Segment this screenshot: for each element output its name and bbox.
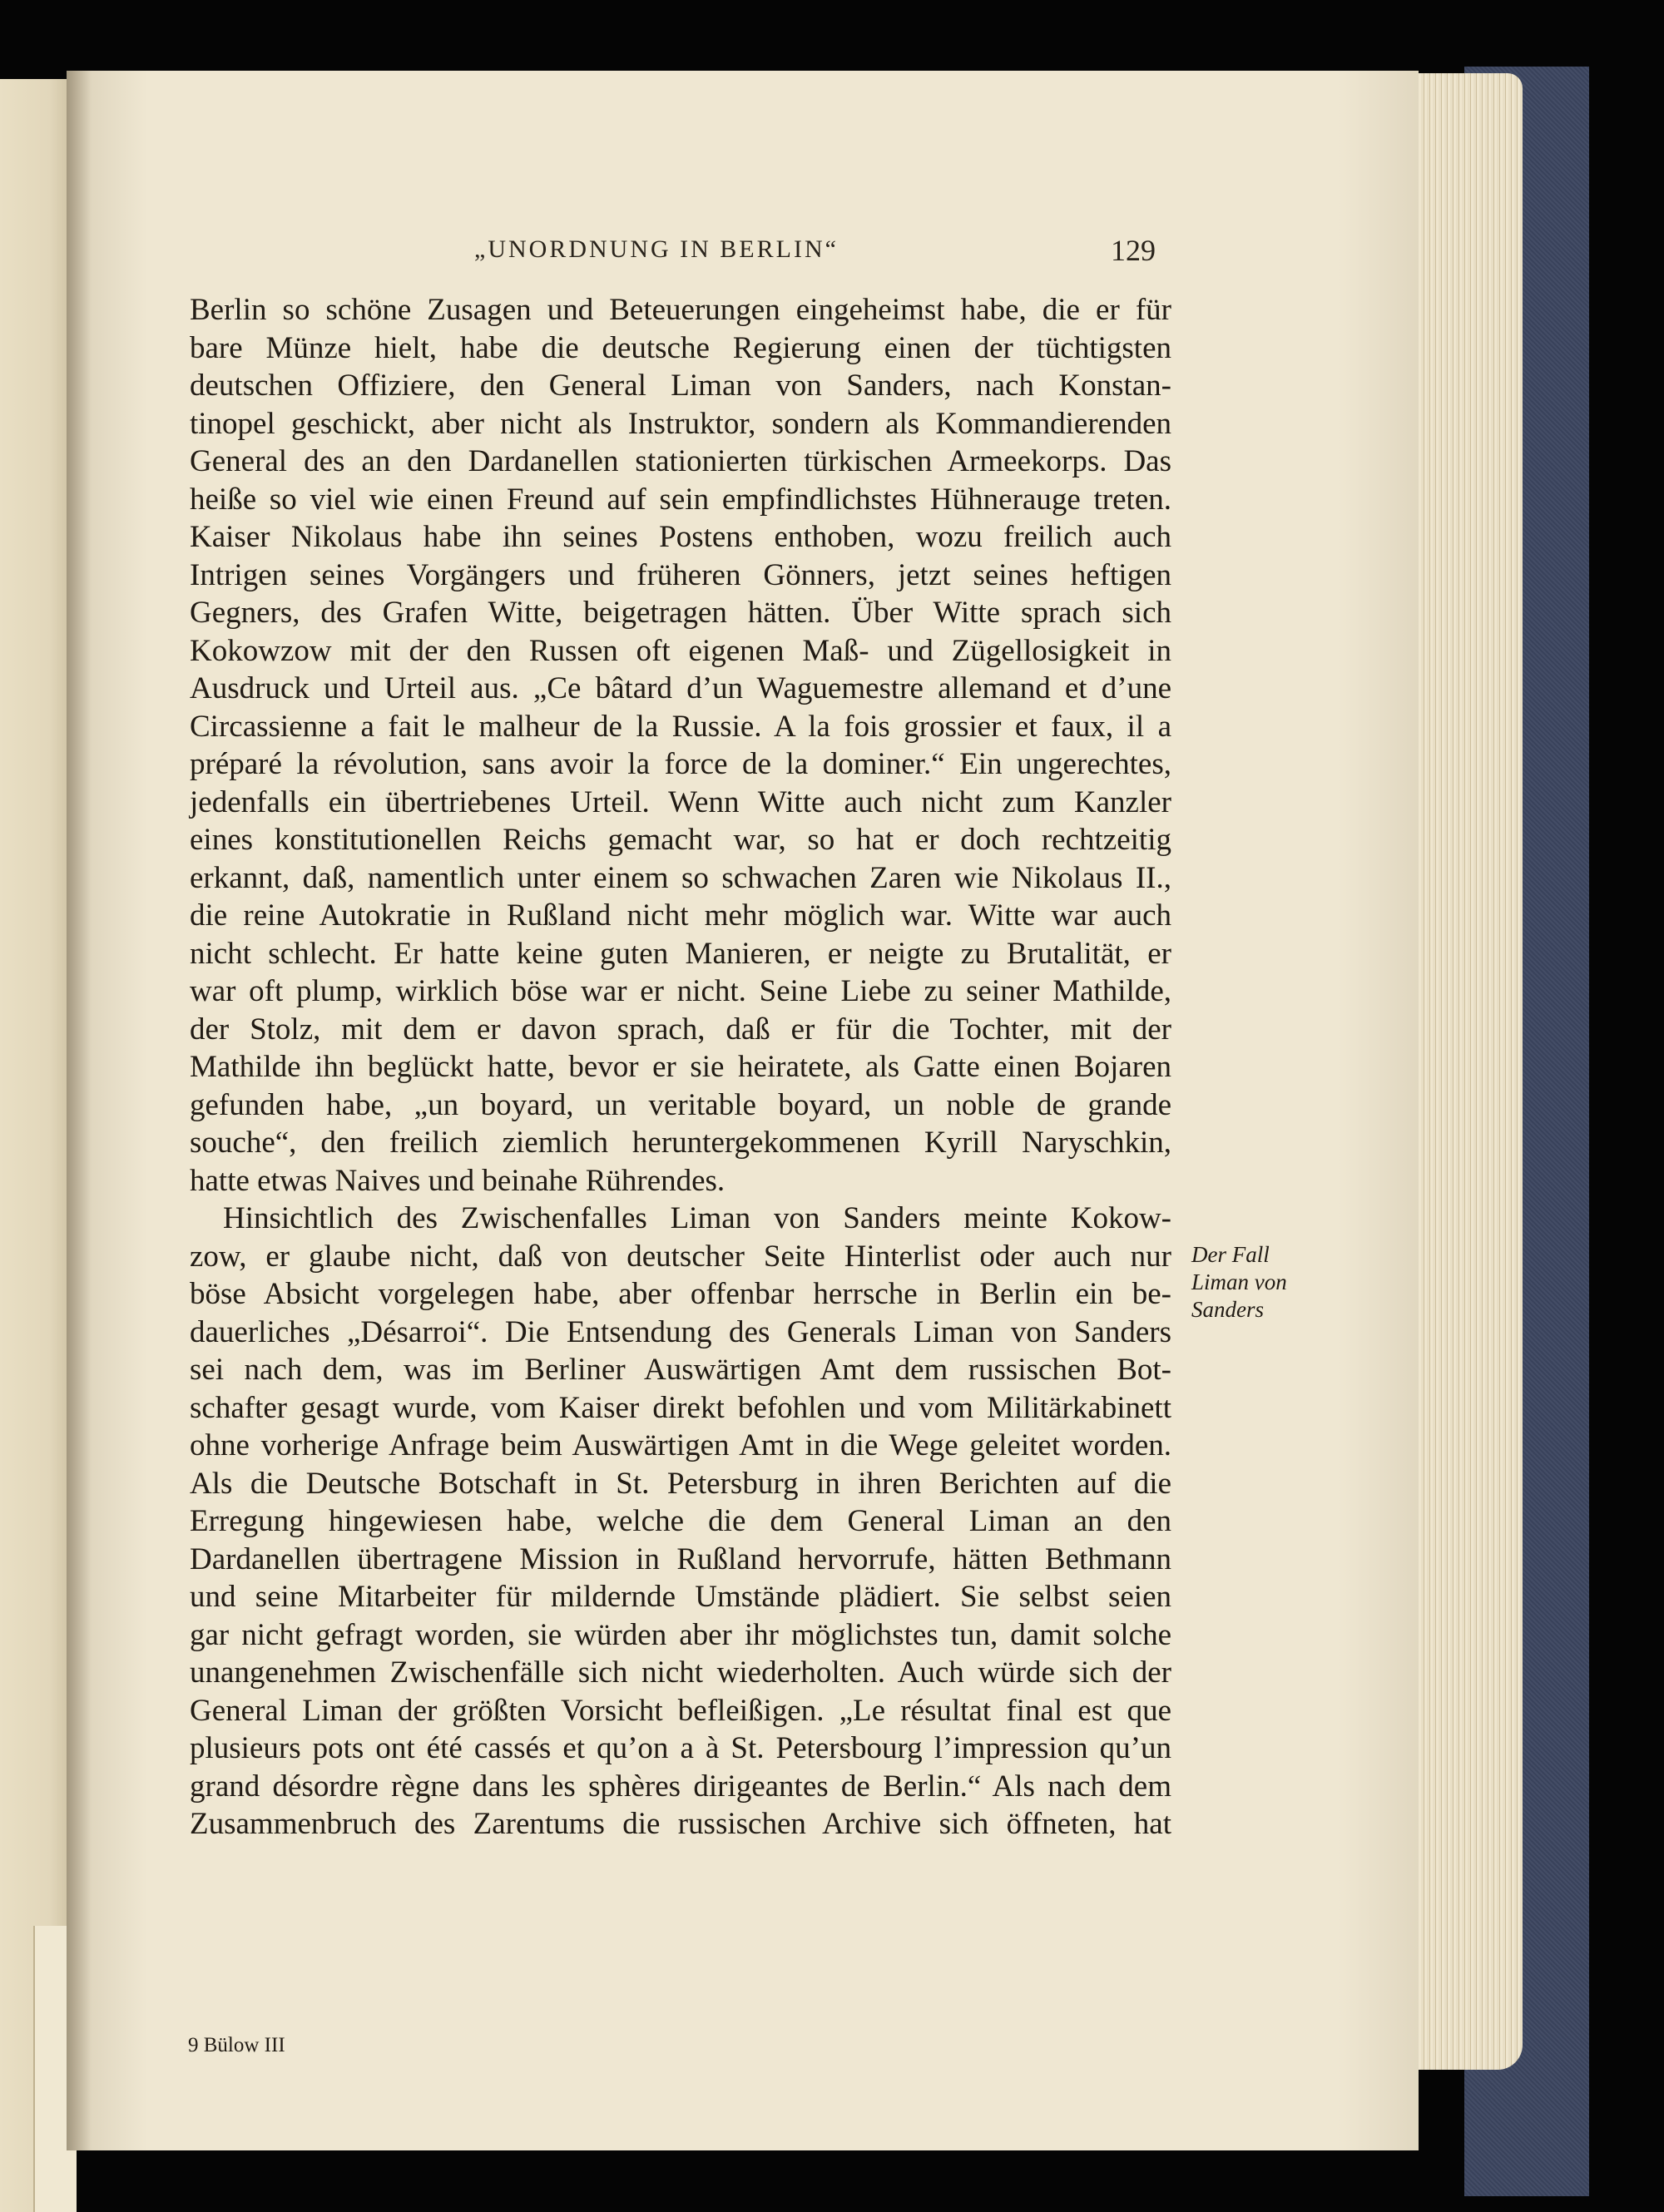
text-line: Erregung hingewiesen habe, welche die dem General Liman an den: [190, 1504, 1171, 1538]
text-line: Intrigen seines Vorgängers und früheren Gönners, jetzt seines heftigen: [190, 557, 1171, 592]
text-line: Mathilde ihn beglückt hatte, bevor er sie heiratete, als Gatte einen Bojaren: [190, 1050, 1171, 1084]
text-line: gefunden habe, „un boyard, un veritable boyard, un noble de grande: [190, 1087, 1171, 1122]
text-line: Berlin so schöne Zusagen und Beteuerungen eingeheimst habe, die er für: [190, 293, 1171, 327]
text-line: Circassienne a fait le malheur de la Russie. A la fois grossier et faux, il a: [190, 709, 1171, 744]
text-line: sei nach dem, was im Berliner Auswärtigen Amt dem russischen Bot-: [190, 1353, 1171, 1387]
text-line: Kokowzow mit der den Russen oft eigenen Maß- und Zügellosigkeit in: [190, 633, 1171, 668]
text-line: der Stolz, mit dem er davon sprach, daß er für die Tochter, mit der: [190, 1012, 1171, 1047]
text-line: war oft plump, wirklich böse war er nicht. Seine Liebe zu seiner Mathilde,: [190, 974, 1171, 1008]
text-line: Zusammenbruch des Zarentums die russischen Archive sich öffneten, hat: [190, 1807, 1171, 1841]
page-number: 129: [1111, 234, 1156, 267]
text-line: General Liman der größten Vorsicht befleißigen. „Le résultat final est que: [190, 1693, 1171, 1728]
text-line: Gegners, des Grafen Witte, beigetragen hätten. Über Witte sprach sich: [190, 596, 1171, 630]
text-line: Als die Deutsche Botschaft in St. Petersburg in ihren Berichten auf die: [190, 1466, 1171, 1501]
running-head: „UNORDNUNG IN BERLIN“: [474, 235, 839, 263]
text-line: nicht schlecht. Er hatte keine guten Manieren, er neigte zu Brutalität, er: [190, 936, 1171, 971]
text-line: unangenehmen Zwischenfälle sich nicht wiederholten. Auch würde sich der: [190, 1655, 1171, 1690]
text-line: gar nicht gefragt worden, sie würden aber ihr möglichstes tun, damit solche: [190, 1617, 1171, 1652]
margin-note: [1191, 1241, 1287, 1324]
text-line: préparé la révolution, sans avoir la force de la dominer.“ Ein ungerechtes,: [190, 747, 1171, 781]
text-line: Hinsichtlich des Zwischenfalles Liman von Sanders meinte Kokow-: [223, 1201, 1171, 1235]
text-line: hatte etwas Naives und beinahe Rührendes.: [190, 1163, 726, 1198]
text-line: deutschen Offiziere, den General Liman von Sanders, nach Konstan-: [190, 369, 1171, 403]
text-line: und seine Mitarbeiter für mildernde Umstände plädiert. Sie selbst seien: [190, 1580, 1171, 1614]
text-line: General des an den Dardanellen stationierten türkischen Armeekorps. Das: [190, 444, 1171, 478]
text-line: schafter gesagt wurde, vom Kaiser direkt befohlen und vom Militärkabinett: [190, 1390, 1171, 1425]
signature-mark: 9 Bülow III: [188, 2034, 285, 2056]
gutter-shadow: [67, 71, 92, 2150]
margin-note-line: Der Fall: [1191, 1242, 1270, 1267]
body-text: [190, 291, 1171, 1843]
text-line: dauerliches „Désarroi“. Die Entsendung des Generals Liman von Sanders: [190, 1314, 1171, 1349]
left-page-edge: [0, 79, 71, 2212]
text-line: die reine Autokratie in Rußland nicht mehr möglich war. Witte war auch: [190, 898, 1171, 933]
text-line: erkannt, daß, namentlich unter einem so schwachen Zaren wie Nikolaus II.,: [190, 860, 1171, 895]
text-line: tinopel geschickt, aber nicht als Instruktor, sondern als Kommandierenden: [190, 406, 1171, 441]
text-line: zow, er glaube nicht, daß von deutscher Seite Hinterlist oder auch nur: [190, 1239, 1171, 1274]
text-line: plusieurs pots ont été cassés et qu’on a à St. Petersbourg l’impression qu’un: [190, 1731, 1171, 1765]
text-line: eines konstitutionellen Reichs gemacht war, so hat er doch rechtzeitig: [190, 823, 1171, 857]
text-line: Ausdruck und Urteil aus. „Ce bâtard d’un Waguemestre allemand et d’une: [190, 671, 1171, 705]
text-line: ohne vorherige Anfrage beim Auswärtigen Amt in die Wege geleitet worden.: [190, 1428, 1171, 1462]
text-line: böse Absicht vorgelegen habe, aber offenbar herrsche in Berlin ein be-: [190, 1277, 1171, 1311]
text-line: bare Münze hielt, habe die deutsche Regierung einen der tüchtigsten: [190, 330, 1171, 365]
text-line: Dardanellen übertragene Mission in Rußland hervorrufe, hätten Bethmann: [190, 1541, 1171, 1576]
text-line: jedenfalls ein übertriebenes Urteil. Wenn Witte auch nicht zum Kanzler: [190, 784, 1171, 819]
text-line: heiße so viel wie einen Freund auf sein empfindlichstes Hühnerauge treten.: [190, 482, 1171, 517]
text-line: Kaiser Nikolaus habe ihn seines Postens enthoben, wozu freilich auch: [190, 520, 1171, 554]
text-line: souche“, den freilich ziemlich heruntergekommenen Kyrill Naryschkin,: [190, 1126, 1171, 1160]
margin-note-line: Sanders: [1191, 1297, 1264, 1322]
margin-note-line: Liman von: [1191, 1269, 1287, 1294]
text-line: grand désordre règne dans les sphères dirigeantes de Berlin.“ Als nach dem: [190, 1769, 1171, 1804]
